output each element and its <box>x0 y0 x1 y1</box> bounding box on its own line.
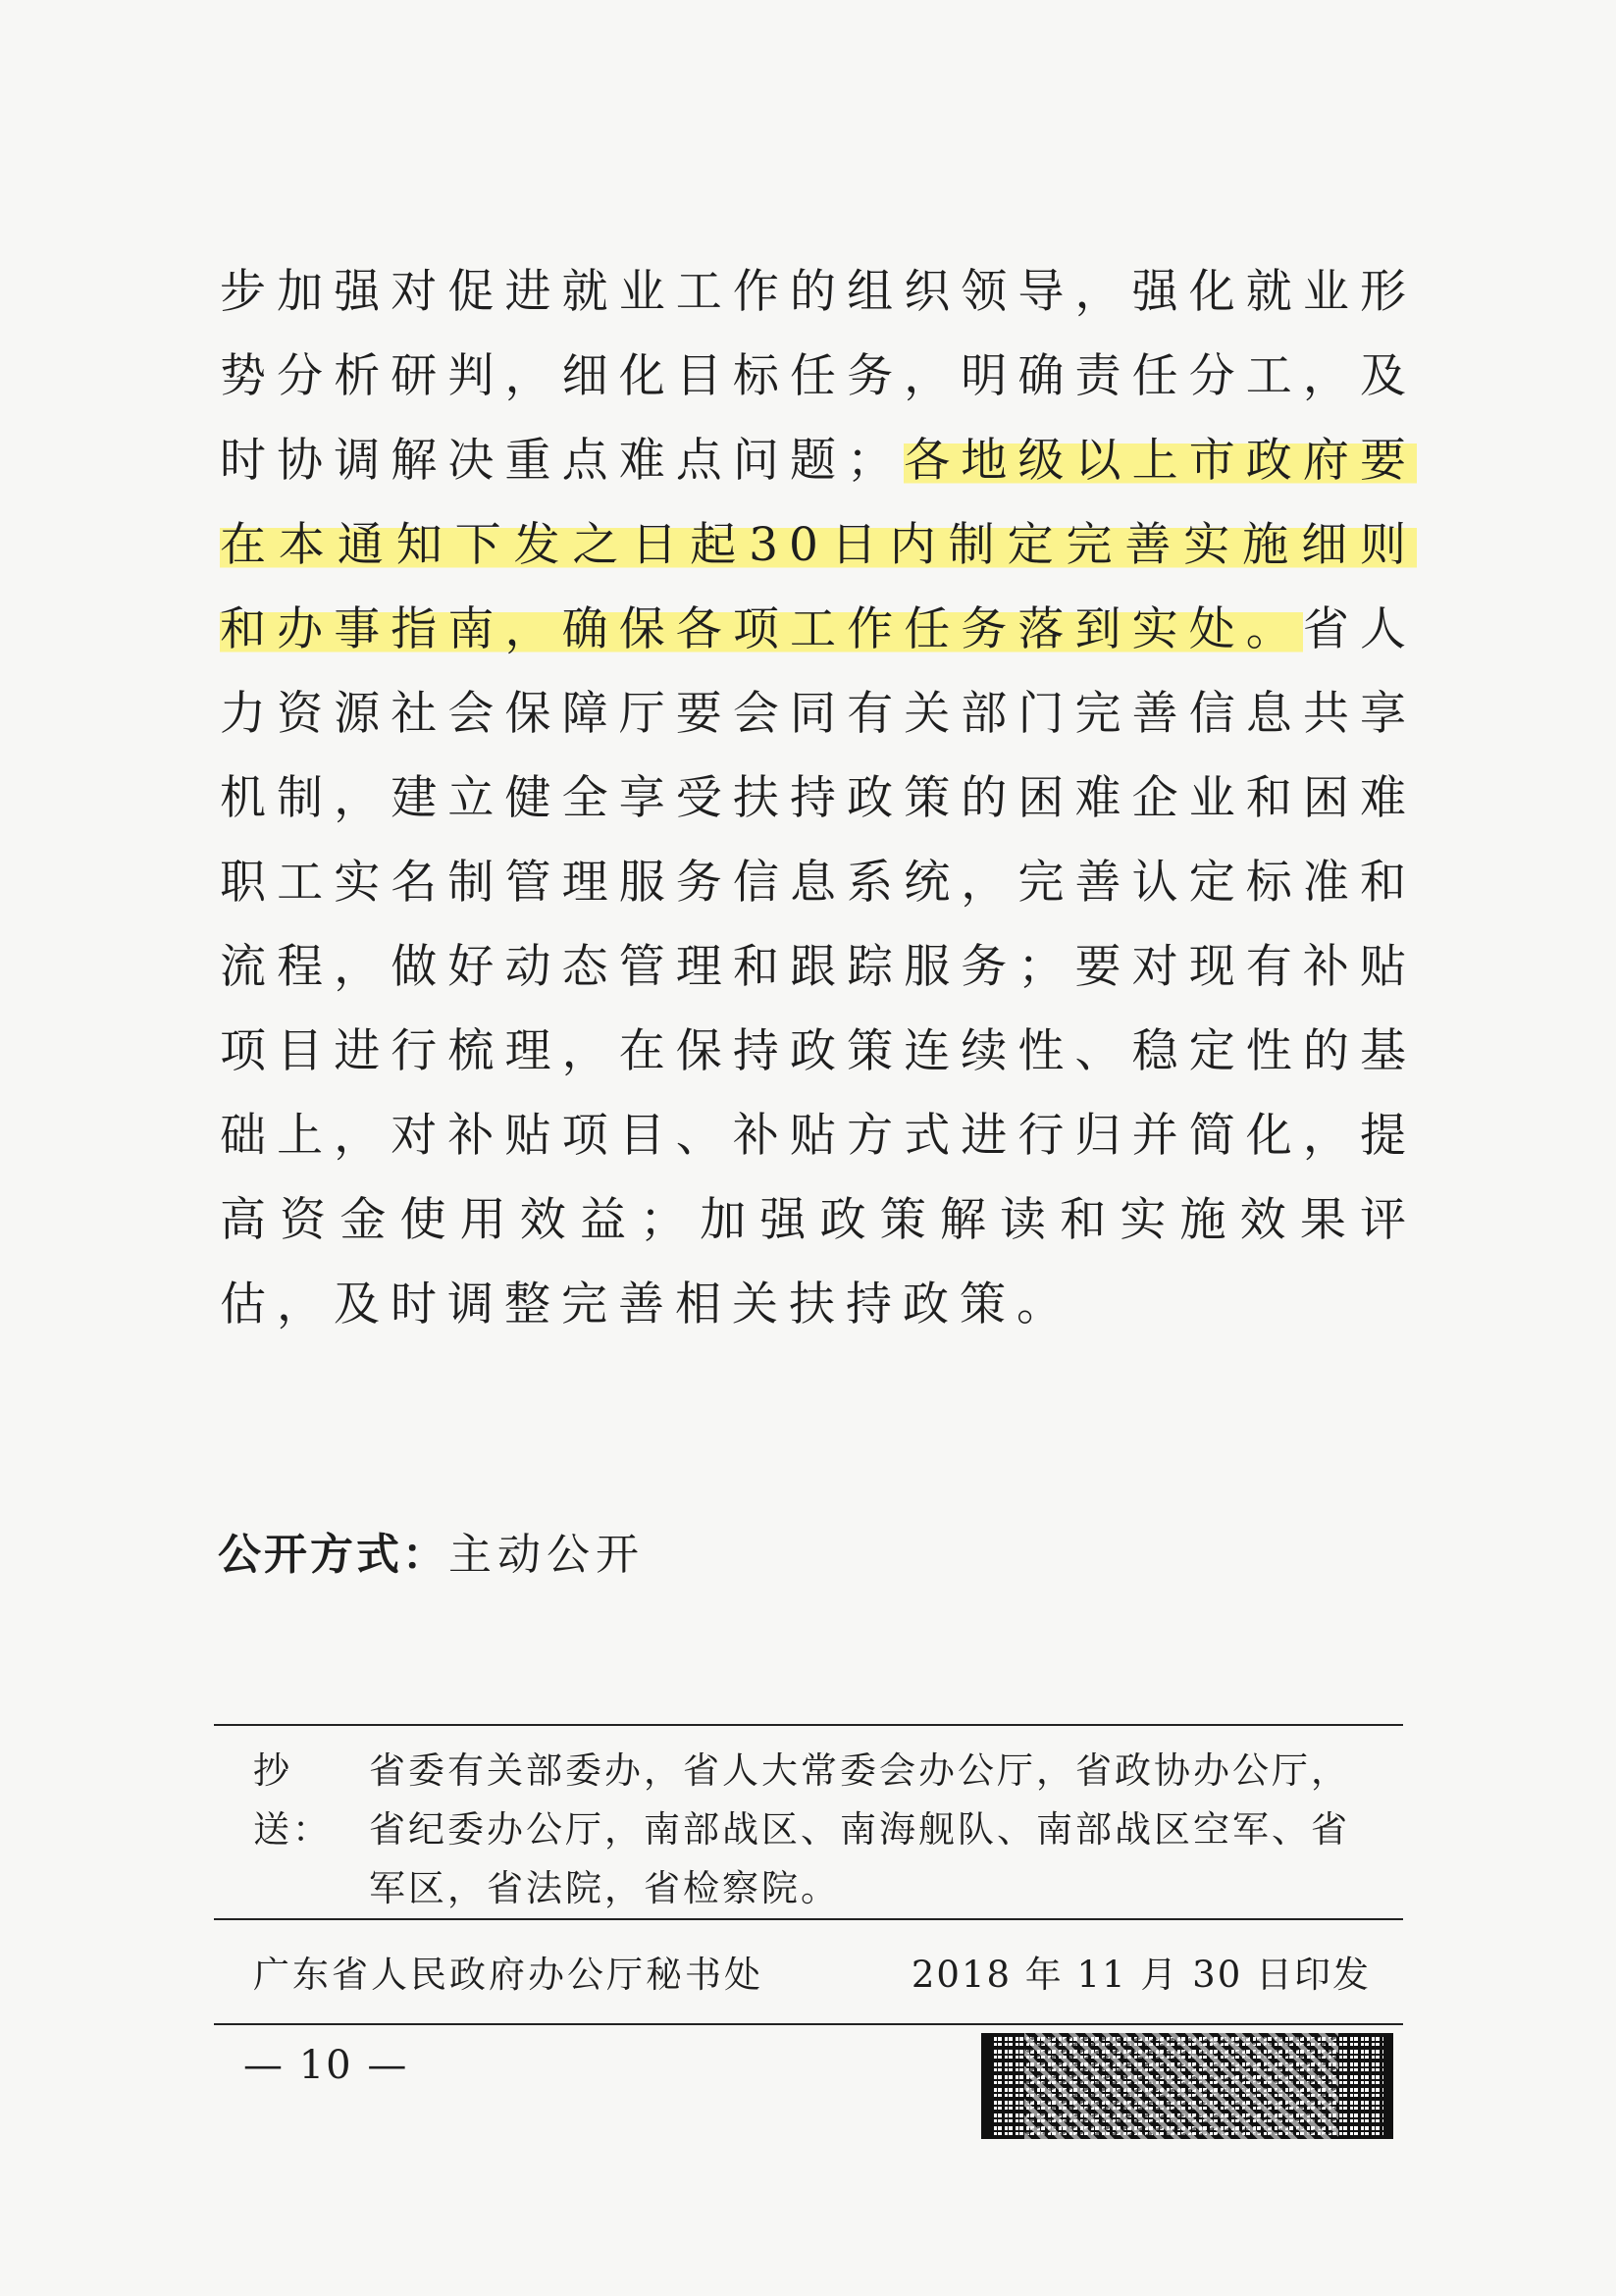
barcode-icon <box>981 2033 1393 2139</box>
divider-middle <box>214 1918 1403 1920</box>
cc-block <box>253 1742 1372 1918</box>
highlighted-text: 各地级以上市政府要在本通知下发之日起30日内制定完善实施细则和办事指南，确保各项工作任务落到实处。 <box>220 434 1418 656</box>
page-number: — 10 — <box>243 2043 409 2088</box>
issue-date: 2018 年 11 月 30 日印发 <box>911 1954 1371 1996</box>
divider-top <box>214 1724 1403 1726</box>
issuer: 广东省人民政府办公厅秘书处 <box>253 1954 763 1996</box>
body-paragraph <box>220 250 1417 1347</box>
disclosure-value: 主动公开 <box>448 1530 645 1580</box>
body-text-pre: 步加强对促进就业工作的组织领导，强化就业形势分析研判，细化目标任务，明确责任分工，及时协调解决重点难点问题； <box>220 265 1417 488</box>
disclosure-label: 公开方式： <box>218 1530 448 1580</box>
disclosure-line <box>218 1519 645 1582</box>
body-text-post: 省人力资源社会保障厅要会同有关部门完善信息共享机制，建立健全享受扶持政策的困难企业和困难职工实名制管理服务信息系统，完善认定标准和流程，做好动态管理和跟踪服务；要对现有补贴项目进行梳理，在保持政策连续性、稳定性的基础上，对补贴项目、补贴方式进行归并简化，提高资金使用效益；加强政策解读和实施效果评估，及时调整完善相关扶持政策。 <box>220 602 1418 1331</box>
divider-bottom <box>214 2023 1403 2025</box>
cc-label: 抄送： <box>253 1749 332 1851</box>
cc-recipients: 省委有关部委办，省人大常委会办公厅，省政协办公厅，省纪委办公厅，南部战区、南海舰队、南部战区空军、省军区，省法院，省检察院。 <box>369 1749 1350 1909</box>
